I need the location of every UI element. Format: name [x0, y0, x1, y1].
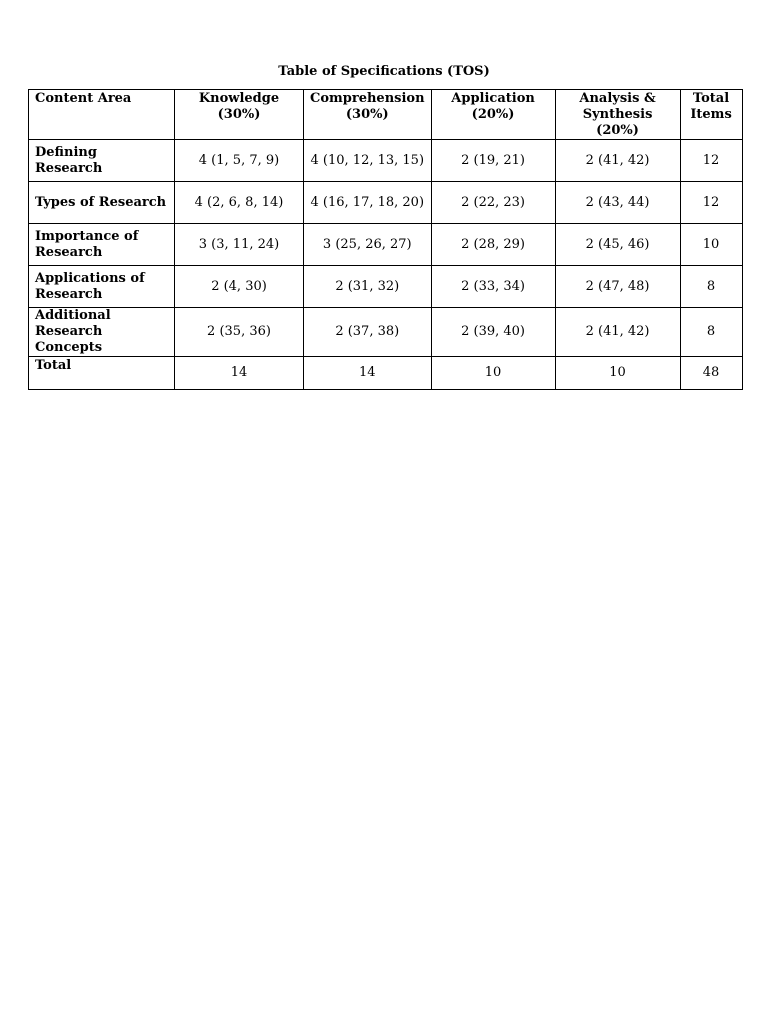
- knowledge-cell: 3 (3, 11, 24): [175, 224, 304, 266]
- header-application: Application (20%): [431, 90, 555, 140]
- total-items-cell: 12: [680, 140, 742, 182]
- content-area-cell: Defining Research: [29, 140, 175, 182]
- table-row: [29, 308, 743, 357]
- analysis-cell: 2 (45, 46): [555, 224, 680, 266]
- comprehension-cell: 3 (25, 26, 27): [304, 224, 432, 266]
- knowledge-cell: 4 (2, 6, 8, 14): [175, 182, 304, 224]
- analysis-cell: 2 (41, 42): [555, 140, 680, 182]
- comprehension-cell: 2 (37, 38): [304, 308, 432, 357]
- table-header-row: [29, 90, 743, 140]
- application-cell: 2 (39, 40): [431, 308, 555, 357]
- application-cell: 2 (33, 34): [431, 266, 555, 308]
- analysis-cell: 2 (41, 42): [555, 308, 680, 357]
- total-items-cell: 12: [680, 182, 742, 224]
- page-title: Table of Specifications (TOS): [278, 64, 490, 79]
- analysis-total: 10: [555, 357, 680, 390]
- comprehension-cell: 4 (10, 12, 13, 15): [304, 140, 432, 182]
- header-comprehension: Comprehension (30%): [304, 90, 432, 140]
- header-total-items: Total Items: [680, 90, 742, 140]
- application-cell: 2 (22, 23): [431, 182, 555, 224]
- knowledge-cell: 2 (4, 30): [175, 266, 304, 308]
- total-items-cell: 8: [680, 308, 742, 357]
- content-area-cell: Additional Research Concepts: [29, 308, 175, 357]
- table-row: [29, 266, 743, 308]
- header-content-area: Content Area: [29, 90, 175, 140]
- application-cell: 2 (19, 21): [431, 140, 555, 182]
- table-row: [29, 182, 743, 224]
- table-row: [29, 140, 743, 182]
- comprehension-total: 14: [304, 357, 432, 390]
- analysis-cell: 2 (47, 48): [555, 266, 680, 308]
- header-knowledge: Knowledge (30%): [175, 90, 304, 140]
- knowledge-total: 14: [175, 357, 304, 390]
- content-area-cell: Types of Research: [29, 182, 175, 224]
- totals-label: Total: [29, 357, 175, 390]
- total-items-cell: 8: [680, 266, 742, 308]
- content-area-cell: Importance of Research: [29, 224, 175, 266]
- header-analysis-synthesis: Analysis & Synthesis (20%): [555, 90, 680, 140]
- totals-row: [29, 357, 743, 390]
- comprehension-cell: 4 (16, 17, 18, 20): [304, 182, 432, 224]
- knowledge-cell: 2 (35, 36): [175, 308, 304, 357]
- total-items-cell: 10: [680, 224, 742, 266]
- specifications-table: [28, 89, 743, 390]
- application-total: 10: [431, 357, 555, 390]
- table-row: [29, 224, 743, 266]
- comprehension-cell: 2 (31, 32): [304, 266, 432, 308]
- application-cell: 2 (28, 29): [431, 224, 555, 266]
- content-area-cell: Applications of Research: [29, 266, 175, 308]
- analysis-cell: 2 (43, 44): [555, 182, 680, 224]
- grand-total: 48: [680, 357, 742, 390]
- knowledge-cell: 4 (1, 5, 7, 9): [175, 140, 304, 182]
